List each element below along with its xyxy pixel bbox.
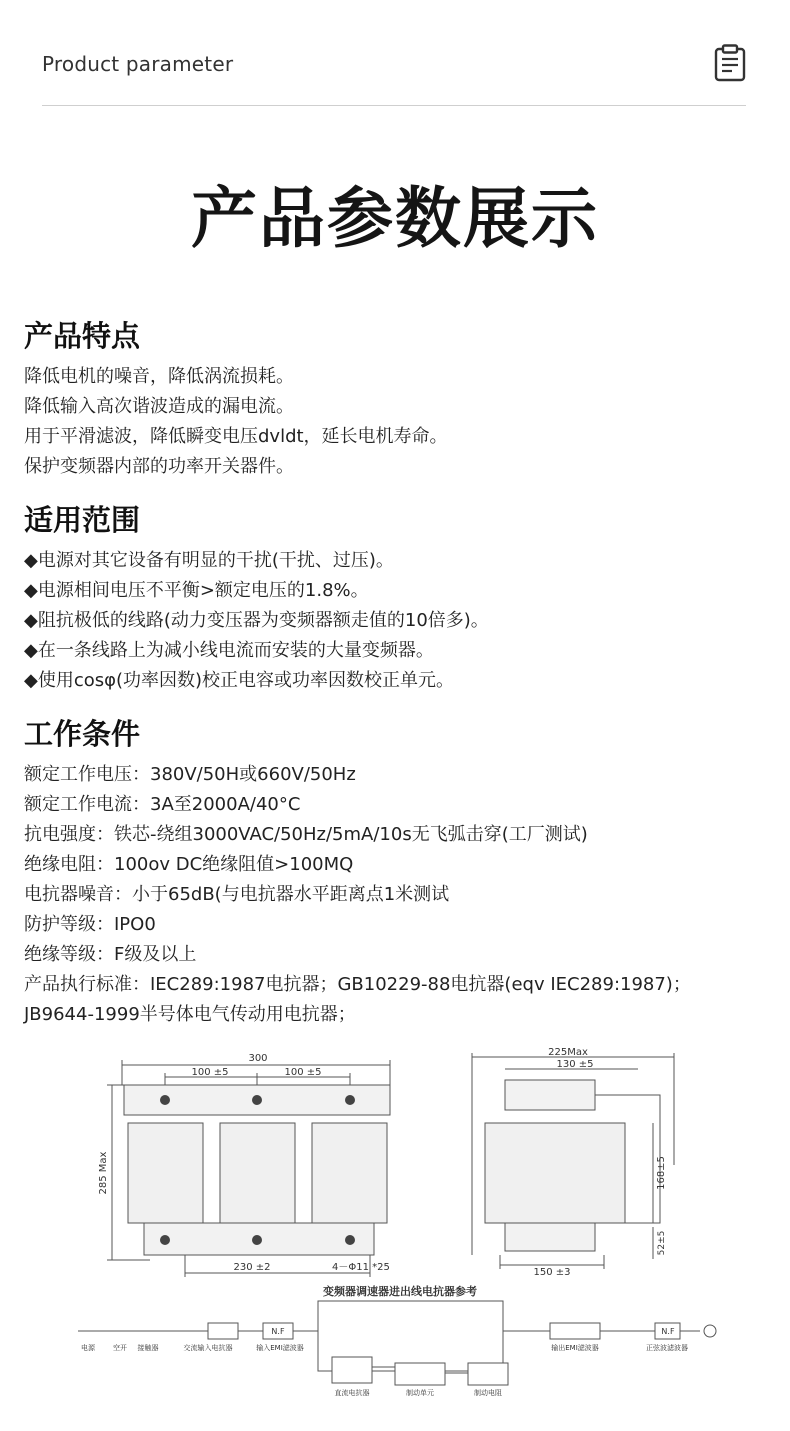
page-header bbox=[42, 40, 746, 106]
clipboard-icon[interactable] bbox=[714, 44, 746, 82]
circuit-label: 输出EMI滤波器 bbox=[551, 1344, 599, 1352]
circuit-label: 直流电抗器 bbox=[334, 1389, 370, 1397]
circuit-title: 变频器调速器进出线电抗器参考 bbox=[323, 1285, 477, 1298]
dim-spacing-left: 100 ±5 bbox=[191, 1067, 229, 1078]
dim-base: 230 ±2 bbox=[233, 1262, 271, 1273]
front-view bbox=[107, 1060, 390, 1277]
circuit-diagram bbox=[78, 1301, 716, 1385]
feature-line: 用于平滑滤波，降低瞬变电压dvldt，延长电机寿命。 bbox=[24, 426, 448, 447]
features-section bbox=[24, 316, 764, 482]
circuit-label: 输入EMI滤波器 bbox=[256, 1344, 304, 1352]
dim-side-top: 130 ±5 bbox=[556, 1059, 594, 1070]
scope-line: ◆在一条线路上为减小线电流而安装的大量变频器。 bbox=[24, 640, 434, 661]
scope-line: ◆电源相间电压不平衡>额定电压的1.8%。 bbox=[24, 580, 369, 601]
feature-line: 降低输入高次谐波造成的漏电流。 bbox=[24, 396, 294, 417]
dim-side-height: 168±5 bbox=[656, 1156, 667, 1190]
scope-line: ◆阻抗极低的线路(动力变压器为变频器额走值的10倍多)。 bbox=[24, 610, 489, 631]
scope-line: ◆使用cosφ(功率因数)校正电容或功率因数校正单元。 bbox=[24, 670, 455, 691]
condition-line: 防护等级：IPO0 bbox=[24, 914, 156, 935]
circuit-label: 制动单元 bbox=[406, 1389, 434, 1397]
dim-spacing-right: 100 ±5 bbox=[284, 1067, 322, 1078]
page-title: 产品参数展示 bbox=[191, 180, 599, 257]
circuit-nf-right: N.F bbox=[661, 1327, 675, 1336]
dim-holes: 4－Φ11 *25 bbox=[332, 1262, 390, 1273]
condition-line: 绝缘电阻：100ov DC绝缘阻值>100MQ bbox=[24, 854, 354, 875]
dim-side-foot: 52±5 bbox=[657, 1230, 667, 1256]
circuit-label: 接触器 bbox=[137, 1344, 159, 1352]
condition-line: 产品执行标准：IEC289:1987电抗器；GB10229-88电抗器(eqv IEC289:1987)； bbox=[24, 974, 691, 995]
condition-line: 抗电强度：铁芯-绕组3000VAC/50Hz/5mA/10s无飞弧击穿(工厂测试) bbox=[24, 824, 588, 845]
conditions-title: 工作条件 bbox=[24, 717, 141, 751]
condition-line: 额定工作电流：3A至2000A/40°C bbox=[24, 794, 301, 815]
reactor-dimension-diagram bbox=[60, 1045, 740, 1415]
dim-height: 285 Max bbox=[98, 1151, 109, 1195]
circuit-label: 正弦波滤波器 bbox=[646, 1344, 688, 1352]
scope-section bbox=[24, 500, 764, 696]
header-title: Product parameter bbox=[42, 52, 234, 76]
circuit-label: 交流输入电抗器 bbox=[183, 1344, 233, 1352]
dim-side-width: 225Max bbox=[548, 1047, 588, 1058]
circuit-nf-left: N.F bbox=[271, 1327, 285, 1336]
dim-side-base: 150 ±3 bbox=[533, 1267, 571, 1278]
dim-width: 300 bbox=[248, 1053, 268, 1064]
circuit-label: 制动电阻 bbox=[474, 1389, 502, 1397]
condition-line: 额定工作电压：380V/50H或660V/50Hz bbox=[24, 764, 356, 785]
conditions-section bbox=[24, 714, 764, 1030]
feature-line: 保护变频器内部的功率开关器件。 bbox=[24, 456, 294, 477]
scope-line: ◆电源对其它设备有明显的干扰(干扰、过压)。 bbox=[24, 550, 394, 571]
features-title: 产品特点 bbox=[24, 319, 141, 353]
condition-line: 绝缘等级：F级及以上 bbox=[24, 944, 197, 965]
circuit-label: 电源 bbox=[81, 1344, 95, 1352]
scope-title: 适用范围 bbox=[24, 503, 141, 537]
feature-line: 降低电机的噪音，降低涡流损耗。 bbox=[24, 366, 294, 387]
circuit-label: 空开 bbox=[113, 1344, 127, 1352]
condition-line: 电抗器噪音：小于65dB(与电抗器水平距离点1米测试 bbox=[24, 884, 450, 905]
condition-line: JB9644-1999半号体电气传动用电抗器； bbox=[24, 1004, 356, 1025]
side-view bbox=[472, 1053, 674, 1269]
